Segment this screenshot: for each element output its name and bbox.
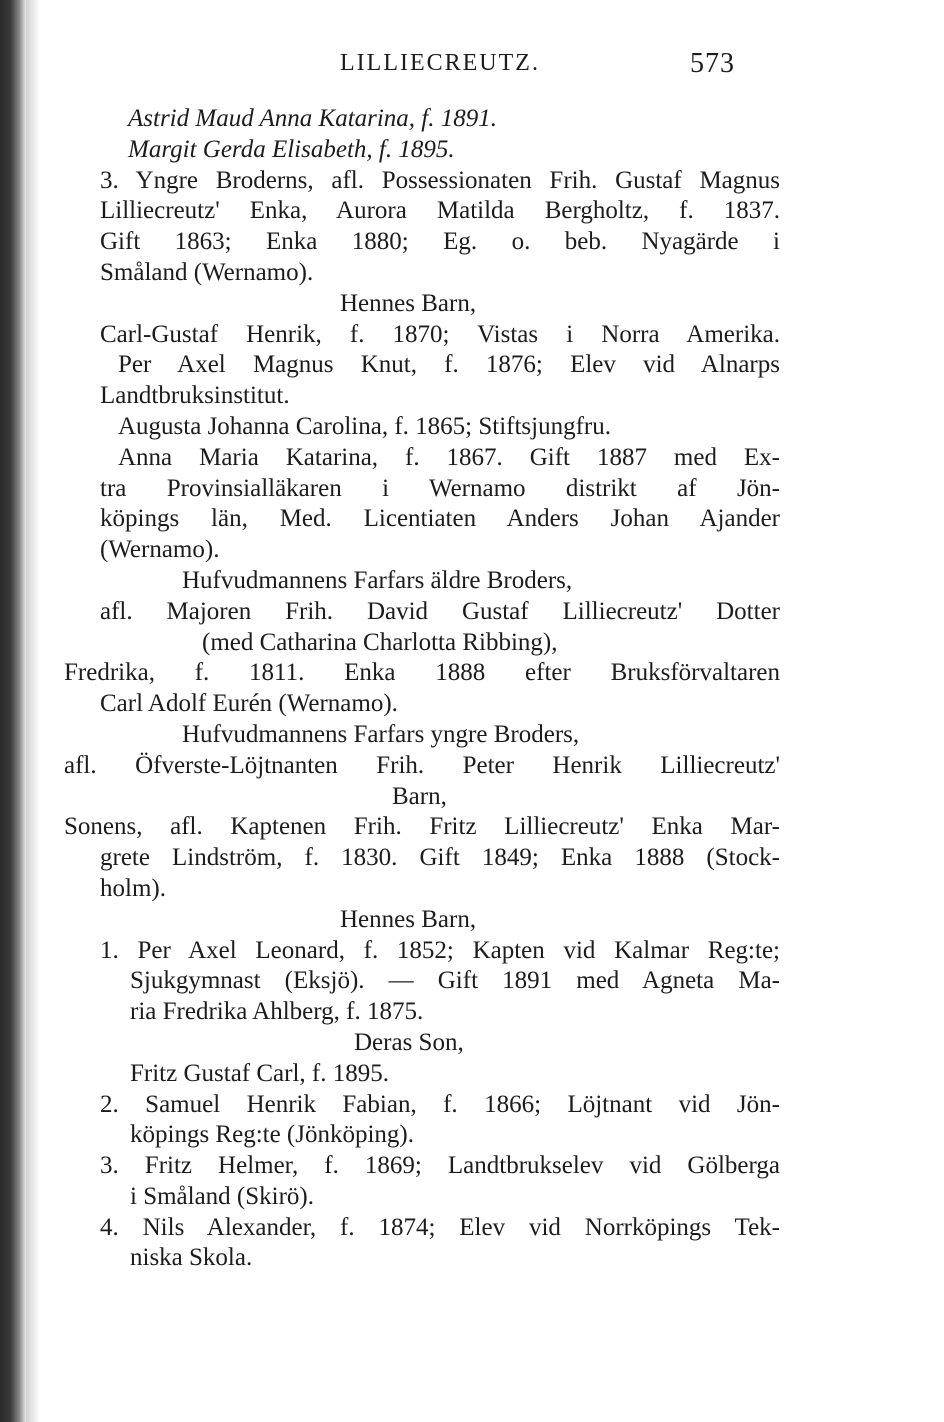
text-line: Gift 1863; Enka 1880; Eg. o. beb. Nyagärde i [100,228,780,256]
section-heading: Deras Son, [354,1028,464,1056]
text-line: Landtbruksinstitut. [100,382,290,410]
running-head: LILLIECREUTZ. [340,50,540,76]
section-heading: Hufvudmannens Farfars yngre Broders, [182,720,580,748]
text-line: i Småland (Skirö). [130,1182,315,1210]
text-line: (med Catharina Charlotta Ribbing), [202,628,558,656]
section-heading: Hufvudmannens Farfars äldre Broders, [182,566,573,594]
text-line: niska Skola. [130,1244,253,1272]
text-line: 3. Yngre Broderns, afl. Possessionaten Frih. Gustaf Magnus [100,166,780,194]
text-line: afl. Majoren Frih. David Gustaf Lilliecreutz' Dotter [100,597,780,625]
text-line: 2. Samuel Henrik Fabian, f. 1866; Löjtnant vid Jön- [100,1090,780,1118]
text-line: grete Lindström, f. 1830. Gift 1849; Enka 1888 (Stock- [100,844,780,872]
page-header [0,48,944,88]
text-line: Lilliecreutz' Enka, Aurora Matilda Bergholtz, f. 1837. [100,197,780,225]
text-line: Augusta Johanna Carolina, f. 1865; Stiftsjungfru. [118,412,611,440]
text-line: Småland (Wernamo). [100,258,314,286]
text-line: Astrid Maud Anna Katarina, f. 1891. [128,105,498,132]
text-line: Anna Maria Katarina, f. 1867. Gift 1887 med Ex- [118,443,780,471]
text-line: Sjukgymnast (Eksjö). — Gift 1891 med Agneta Ma- [130,967,780,995]
text-line: Carl-Gustaf Henrik, f. 1870; Vistas i Norra Amerika. [100,320,780,348]
page-text [0,104,944,1274]
section-heading: Hennes Barn, [340,905,477,933]
section-heading: Barn, [392,782,447,810]
text-line: tra Provinsialläkaren i Wernamo distrikt af Jön- [100,474,780,502]
text-line: (Wernamo). [100,536,220,564]
text-line: holm). [100,874,166,902]
text-line: Fredrika, f. 1811. Enka 1888 efter Bruksförvaltaren [64,659,780,687]
text-line: ria Fredrika Ahlberg, f. 1875. [130,998,424,1026]
text-line: 1. Per Axel Leonard, f. 1852; Kapten vid Kalmar Reg:te; [100,936,780,964]
text-line: 4. Nils Alexander, f. 1874; Elev vid Norrköpings Tek- [100,1213,780,1241]
text-line: köpings Reg:te (Jönköping). [130,1121,415,1149]
section-heading: Hennes Barn, [340,289,477,317]
text-line: Margit Gerda Elisabeth, f. 1895. [128,135,455,163]
text-line: Fritz Gustaf Carl, f. 1895. [130,1059,389,1087]
text-line: köpings län, Med. Licentiaten Anders Johan Ajander [100,505,780,533]
text-line: 3. Fritz Helmer, f. 1869; Landtbrukselev vid Gölberga [100,1152,780,1180]
page-number: 573 [690,48,735,79]
text-line: Sonens, afl. Kaptenen Frih. Fritz Lilliecreutz' Enka Mar- [64,813,780,841]
text-line: Carl Adolf Eurén (Wernamo). [100,690,398,718]
text-line: Per Axel Magnus Knut, f. 1876; Elev vid Alnarps [118,351,780,379]
text-line: afl. Öfverste-Löjtnanten Frih. Peter Henrik Lilliecreutz' [64,751,780,779]
